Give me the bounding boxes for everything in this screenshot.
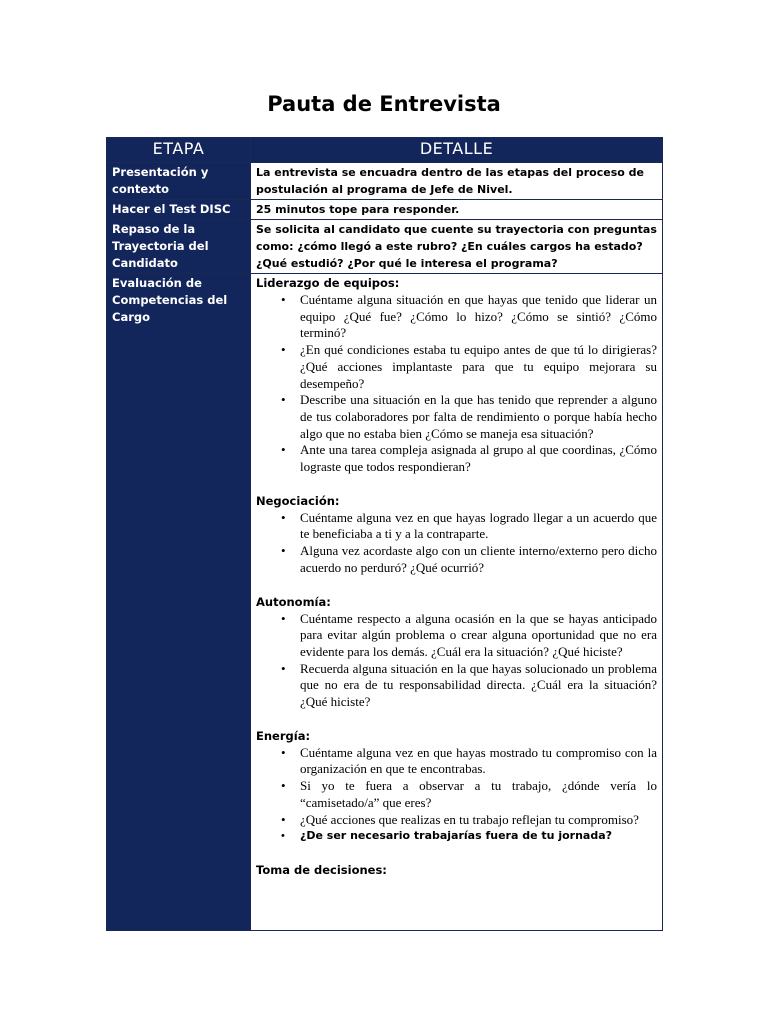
list-item: • Cuéntame alguna vez en que hayas mostrado tu compromiso con la organización en que te encontrabas. <box>300 745 657 778</box>
section-heading-liderazgo: Liderazgo de equipos: <box>256 276 400 290</box>
list-item: • ¿Qué acciones que realizas en tu trabajo reflejan tu compromiso? <box>300 812 657 829</box>
list-item: • Si yo te fuera a observar a tu trabajo, ¿dónde vería lo “camisetado/a” que eres? <box>300 778 657 811</box>
section-heading-autonomia: Autonomía: <box>256 594 331 609</box>
question-list-liderazgo <box>256 292 657 476</box>
row-detalle-test-disc: 25 minutos tope para responder. <box>251 200 663 220</box>
row-etapa-trayectoria: Repaso de la Trayectoria del Candidato <box>107 220 251 274</box>
list-item: • Ante una tarea compleja asignada al grupo al que coordinas, ¿Cómo lograste que todos respondieran? <box>300 442 657 475</box>
question-list-autonomia <box>256 611 657 711</box>
table-row <box>107 274 663 931</box>
question-list-negociacion <box>256 510 657 577</box>
list-item: • Cuéntame alguna situación en que hayas que tenido que liderar un equipo ¿Qué fue? ¿Cómo lo hizo? ¿Cómo se sintió? ¿Cómo terminó? <box>300 292 657 342</box>
competencias-detalle <box>251 274 663 931</box>
section-heading-energia: Energía: <box>256 728 311 743</box>
table-row <box>107 200 663 220</box>
interview-table <box>106 137 663 931</box>
section-heading-negociacion: Negociación: <box>256 493 340 508</box>
list-item: • Cuéntame alguna vez en que hayas logrado llegar a un acuerdo que te beneficiaba a ti y a la contraparte. <box>300 510 657 543</box>
row-etapa-competencias: Evaluación de Competencias del Cargo <box>107 274 251 931</box>
list-item: • Recuerda alguna situación en la que hayas solucionado un problema que no era de tu responsabilidad directa. ¿Cuál era la situación? ¿Qué hiciste? <box>300 661 657 711</box>
list-item: • Cuéntame respecto a alguna ocasión en la que se hayas anticipado para evitar algún problema o crear alguna oportunidad que no era evidente para los demás. ¿Cuál era la situación? ¿Qué hiciste? <box>300 611 657 661</box>
page-title: Pauta de Entrevista <box>267 92 501 116</box>
row-detalle-presentacion: La entrevista se encuadra dentro de las etapas del proceso de postulación al programa de Jefe de Nivel. <box>251 163 663 200</box>
question-list-energia <box>256 745 657 845</box>
list-item: • Describe una situación en la que has tenido que reprender a alguno de tus colaboradores por falta de rendimiento o porque había hecho algo que no estaba bien ¿Cómo se maneja esa situación? <box>300 392 657 442</box>
table-row <box>107 220 663 274</box>
row-detalle-trayectoria: Se solicita al candidato que cuente su trayectoria con preguntas como: ¿cómo llegó a este rubro? ¿En cuáles cargos ha estado? ¿Qué estudió? ¿Por qué le interesa el programa? <box>251 220 663 274</box>
table-header-row <box>107 138 663 163</box>
list-item: • ¿En qué condiciones estaba tu equipo antes de que tú lo dirigieras? ¿Qué acciones implantaste para que tu equipo mejorara su desempeño? <box>300 342 657 392</box>
table-row <box>107 163 663 200</box>
section-heading-toma-decisiones: Toma de decisiones: <box>256 862 387 877</box>
list-item: • Alguna vez acordaste algo con un cliente interno/externo pero dicho acuerdo no perduró? ¿Qué ocurrió? <box>300 543 657 576</box>
header-etapa: ETAPA <box>107 138 251 163</box>
list-item: • ¿De ser necesario trabajarías fuera de tu jornada? <box>300 828 657 845</box>
header-detalle: DETALLE <box>251 138 663 163</box>
row-etapa-test-disc: Hacer el Test DISC <box>107 200 251 220</box>
row-etapa-presentacion: Presentación y contexto <box>107 163 251 200</box>
